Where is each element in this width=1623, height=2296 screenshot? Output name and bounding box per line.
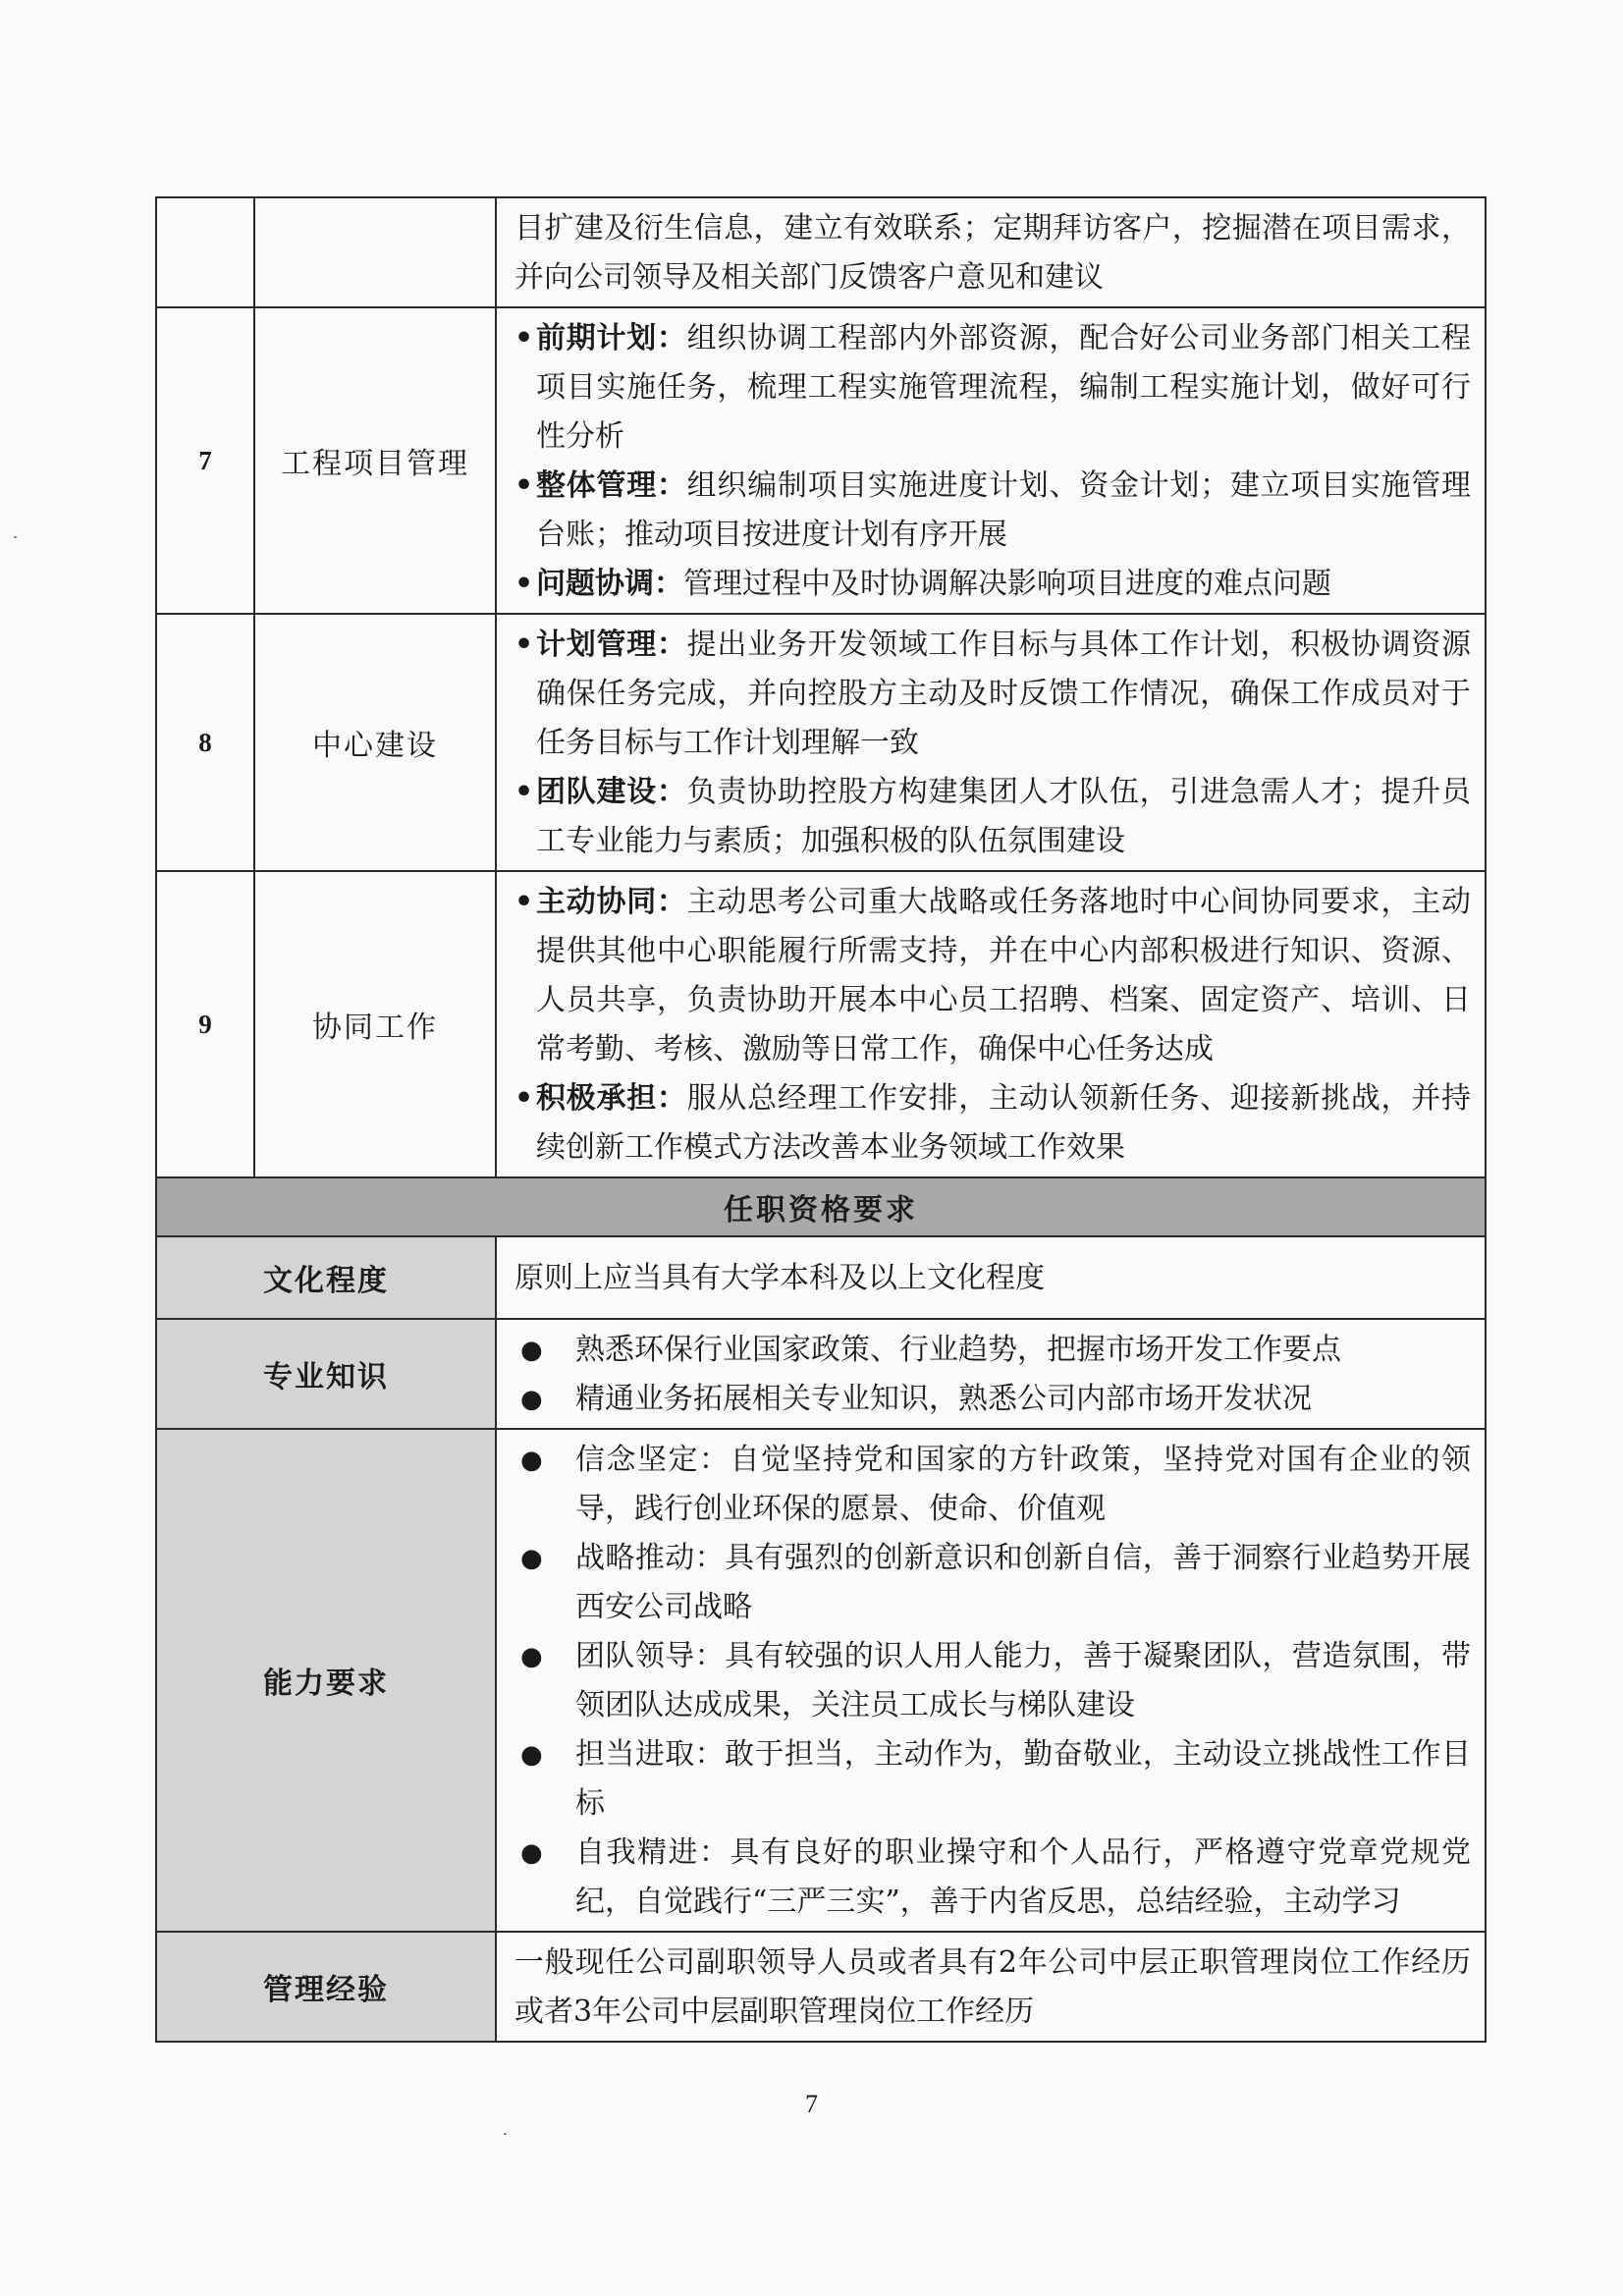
- duty-item: [514, 878, 1471, 1074]
- duty-text: 负责协助控股方构建集团人才队伍，引进急需人才；提升员工专业能力与素质；加强积极的队伍氛围建设: [536, 775, 1472, 858]
- qualification-label: 专业知识: [156, 1319, 496, 1429]
- bullet-icon: ●: [520, 1385, 543, 1414]
- task-number: 9: [156, 871, 254, 1177]
- duty-key: 主动协同：: [536, 885, 687, 919]
- requirement-item: [514, 1436, 1471, 1534]
- page-number: 7: [805, 2090, 818, 2118]
- qualification-label: 文化程度: [156, 1236, 496, 1319]
- duty-key: 问题协调：: [536, 567, 683, 601]
- bullet-icon: ●: [520, 1446, 543, 1475]
- duty-item: [514, 768, 1471, 866]
- bullet-icon: ●: [520, 1838, 543, 1868]
- task-row-continuation: [156, 197, 1486, 307]
- duty-text: 管理过程中及时协调解决影响项目进度的难点问题: [683, 567, 1331, 601]
- qualification-row-experience: [156, 1932, 1486, 2042]
- bullet-icon: •: [514, 885, 534, 919]
- task-name: 协同工作: [254, 871, 496, 1177]
- qualification-text: 一般现任公司副职领导人员或者具有2年公司中层正职管理岗位工作经历或者3年公司中层副职管理岗位工作经历: [496, 1932, 1486, 2042]
- bullet-icon: •: [514, 567, 534, 601]
- task-description: [496, 197, 1486, 307]
- task-description: [496, 871, 1486, 1177]
- requirement-text: 战略推动：具有强烈的创新意识和创新自信，善于洞察行业趋势开展西安公司战略: [575, 1541, 1471, 1624]
- requirement-text: 精通业务拓展相关专业知识，熟悉公司内部市场开发状况: [575, 1382, 1312, 1416]
- task-number: 7: [156, 307, 254, 614]
- duty-key: 计划管理：: [536, 628, 687, 662]
- duty-key: 前期计划：: [536, 321, 687, 355]
- duty-item: [514, 560, 1471, 609]
- continuation-text: 目扩建及衍生信息，建立有效联系；定期拜访客户，挖掘潜在项目需求，并向公司领导及相关部门反馈客户意见和建议: [514, 211, 1471, 295]
- requirement-text: 担当进取：敢于担当，主动作为，勤奋敬业，主动设立挑战性工作目标: [575, 1737, 1471, 1821]
- duty-key: 团队建设：: [536, 775, 687, 809]
- qualifications-banner: 任职资格要求: [156, 1177, 1486, 1236]
- bullet-icon: •: [514, 468, 534, 503]
- task-description: [496, 614, 1486, 871]
- requirement-text: 团队领导：具有较强的识人用人能力，善于凝聚团队，营造氛围，带领团队达成成果，关注员工成长与梯队建设: [575, 1639, 1471, 1722]
- qualification-row-knowledge: [156, 1319, 1486, 1429]
- duty-text: 组织协调工程部内外部资源，配合好公司业务部门相关工程项目实施任务，梳理工程实施管理流程，编制工程实施计划，做好可行性分析: [536, 321, 1472, 454]
- task-row-8: [156, 614, 1486, 871]
- task-name: [254, 197, 496, 307]
- duty-item: [514, 1074, 1471, 1173]
- task-row-7: [156, 307, 1486, 614]
- bullet-icon: ●: [520, 1642, 543, 1671]
- qualification-text: 原则上应当具有大学本科及以上文化程度: [496, 1236, 1486, 1319]
- bullet-icon: •: [514, 775, 534, 809]
- duty-item: [514, 462, 1471, 560]
- duty-item: [514, 314, 1471, 462]
- requirement-text: 熟悉环保行业国家政策、行业趋势，把握市场开发工作要点: [575, 1333, 1341, 1367]
- task-row-9: [156, 871, 1486, 1177]
- bullet-icon: •: [514, 321, 534, 355]
- requirement-text: 信念坚定：自觉坚持党和国家的方针政策，坚持党对国有企业的领导，践行创业环保的愿景、使命、价值观: [575, 1443, 1471, 1526]
- bullet-icon: ●: [520, 1544, 543, 1573]
- requirement-item: [514, 1632, 1471, 1730]
- task-description: [496, 307, 1486, 614]
- job-description-table: [155, 196, 1487, 2043]
- bullet-icon: •: [514, 628, 534, 662]
- task-name: 中心建设: [254, 614, 496, 871]
- task-name: 工程项目管理: [254, 307, 496, 614]
- duty-item: [514, 621, 1471, 768]
- requirement-item: [514, 1534, 1471, 1632]
- duty-text: 主动思考公司重大战略或任务落地时中心间协同要求，主动提供其他中心职能履行所需支持，并在中心内部积极进行知识、资源、人员共享，负责协助开展本中心员工招聘、档案、固定资产、培训、日常考勤、考核、激励等日常工作，确保中心任务达成: [536, 885, 1472, 1066]
- requirement-item: [514, 1326, 1471, 1375]
- requirement-item: [514, 1730, 1471, 1829]
- qualifications-banner-row: [156, 1177, 1486, 1236]
- duty-text: 组织编制项目实施进度计划、资金计划；建立项目实施管理台账；推动项目按进度计划有序开展: [536, 468, 1472, 552]
- bullet-icon: ●: [520, 1740, 543, 1770]
- bullet-icon: ●: [520, 1336, 543, 1365]
- duty-text: 提出业务开发领域工作目标与具体工作计划，积极协调资源确保任务完成，并向控股方主动及时反馈工作情况，确保工作成员对于任务目标与工作计划理解一致: [536, 628, 1472, 760]
- qualification-row-education: [156, 1236, 1486, 1319]
- duty-key: 积极承担：: [536, 1081, 687, 1116]
- qualification-label: 管理经验: [156, 1932, 496, 2042]
- requirement-item: [514, 1375, 1471, 1424]
- qualification-row-ability: [156, 1429, 1486, 1932]
- duty-text: 服从总经理工作安排，主动认领新任务、迎接新挑战，并持续创新工作模式方法改善本业务领域工作效果: [536, 1081, 1472, 1165]
- task-number: 8: [156, 614, 254, 871]
- scan-speck: [14, 536, 17, 538]
- qualification-content: [496, 1429, 1486, 1932]
- duty-key: 整体管理：: [536, 468, 687, 503]
- requirement-item: [514, 1829, 1471, 1927]
- qualification-content: [496, 1319, 1486, 1429]
- scan-speck: [504, 2133, 507, 2135]
- qualification-label: 能力要求: [156, 1429, 496, 1932]
- bullet-icon: •: [514, 1081, 534, 1116]
- requirement-text: 自我精进：具有良好的职业操守和个人品行，严格遵守党章党规党纪，自觉践行“三严三实”，善于内省反思，总结经验，主动学习: [575, 1835, 1471, 1919]
- task-number: [156, 197, 254, 307]
